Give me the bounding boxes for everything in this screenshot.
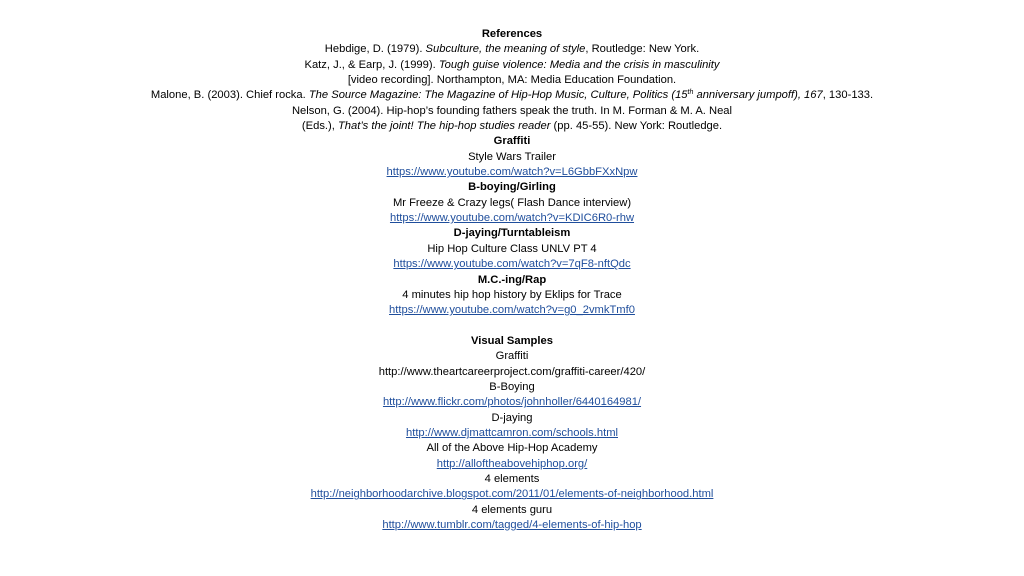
ref-title: anniversary jumpoff), 167 bbox=[693, 89, 823, 102]
video-link-graffiti[interactable]: https://www.youtube.com/watch?v=L6GbbFXxNpw bbox=[386, 166, 638, 179]
ref-title: The Source Magazine: The Magazine of Hip-Hop Music, Culture, Politics (15 bbox=[308, 89, 688, 102]
sample-label-graffiti: Graffiti bbox=[495, 350, 529, 363]
video-link-djaying[interactable]: https://www.youtube.com/watch?v=7qF8-nftQdc bbox=[393, 258, 631, 271]
video-link-mcing[interactable]: https://www.youtube.com/watch?v=g0_2vmkTmf0 bbox=[389, 304, 635, 317]
reference-malone bbox=[0, 88, 1024, 103]
reference-nelson-line1: Nelson, G. (2004). Hip-hop’s founding fathers speak the truth. In M. Forman & M. A. Neal bbox=[291, 104, 733, 117]
references-heading: References bbox=[481, 28, 543, 40]
ref-superscript: th bbox=[687, 89, 694, 97]
sample-link-djaying[interactable]: http://www.djmattcamron.com/schools.html bbox=[405, 426, 618, 439]
section-heading-djaying: D-jaying/Turntableism bbox=[453, 227, 571, 240]
sample-label-djaying: D-jaying bbox=[491, 411, 533, 424]
ref-text: Katz, J., & Earp, J. (1999). bbox=[304, 58, 439, 71]
ref-text: , 130-133. bbox=[822, 89, 874, 102]
section-desc-djaying: Hip Hop Culture Class UNLV PT 4 bbox=[427, 242, 597, 255]
ref-text: (Eds.), bbox=[301, 120, 338, 133]
sample-label-4-elements: 4 elements bbox=[484, 472, 540, 485]
ref-text: Hebdige, D. (1979). bbox=[324, 43, 426, 56]
reference-nelson-line2 bbox=[0, 119, 1024, 134]
section-desc-mcing: 4 minutes hip hop history by Eklips for Trace bbox=[402, 288, 622, 301]
ref-title: Subculture, the meaning of style bbox=[425, 43, 586, 56]
sample-link-4-elements-guru[interactable]: http://www.tumblr.com/tagged/4-elements-of-hip-hop bbox=[382, 519, 642, 531]
ref-title: Tough guise violence: Media and the crisis in masculinity bbox=[438, 58, 720, 71]
ref-text: , Routledge: New York. bbox=[585, 43, 700, 56]
ref-text: Malone, B. (2003). Chief rocka. bbox=[150, 89, 309, 102]
reference-katz-line1 bbox=[0, 58, 1024, 73]
reference-katz-line2: [video recording]. Northampton, MA: Media Education Foundation. bbox=[347, 74, 677, 87]
spacer bbox=[0, 319, 1024, 334]
sample-link-4-elements[interactable]: http://neighborhoodarchive.blogspot.com/2011/01/elements-of-neighborhood.html bbox=[310, 488, 714, 501]
sample-label-4-elements-guru: 4 elements guru bbox=[471, 503, 553, 516]
visual-samples-heading: Visual Samples bbox=[471, 334, 553, 347]
section-heading-graffiti: Graffiti bbox=[493, 135, 531, 148]
sample-label-academy: All of the Above Hip-Hop Academy bbox=[426, 442, 598, 455]
section-heading-mcing: M.C.-ing/Rap bbox=[477, 273, 547, 286]
section-desc-bboying: Mr Freeze & Crazy legs( Flash Dance interview) bbox=[392, 196, 632, 209]
reference-hebdige bbox=[0, 42, 1024, 57]
sample-label-bboying: B-Boying bbox=[489, 380, 535, 393]
video-link-bboying[interactable]: https://www.youtube.com/watch?v=KDIC6R0-rhw bbox=[389, 212, 635, 225]
section-heading-bboying: B-boying/Girling bbox=[468, 181, 556, 194]
ref-title: That’s the joint! The hip-hop studies reader bbox=[337, 120, 551, 133]
sample-url-graffiti[interactable]: http://www.theartcareerproject.com/graffiti-career/420/ bbox=[378, 365, 646, 378]
section-desc-graffiti: Style Wars Trailer bbox=[468, 150, 556, 163]
sample-link-academy[interactable]: http://alloftheabovehiphop.org/ bbox=[436, 457, 588, 470]
sample-link-bboying[interactable]: http://www.flickr.com/photos/johnholler/6440164981/ bbox=[382, 396, 642, 409]
ref-text: (pp. 45-55). New York: Routledge. bbox=[550, 120, 723, 133]
